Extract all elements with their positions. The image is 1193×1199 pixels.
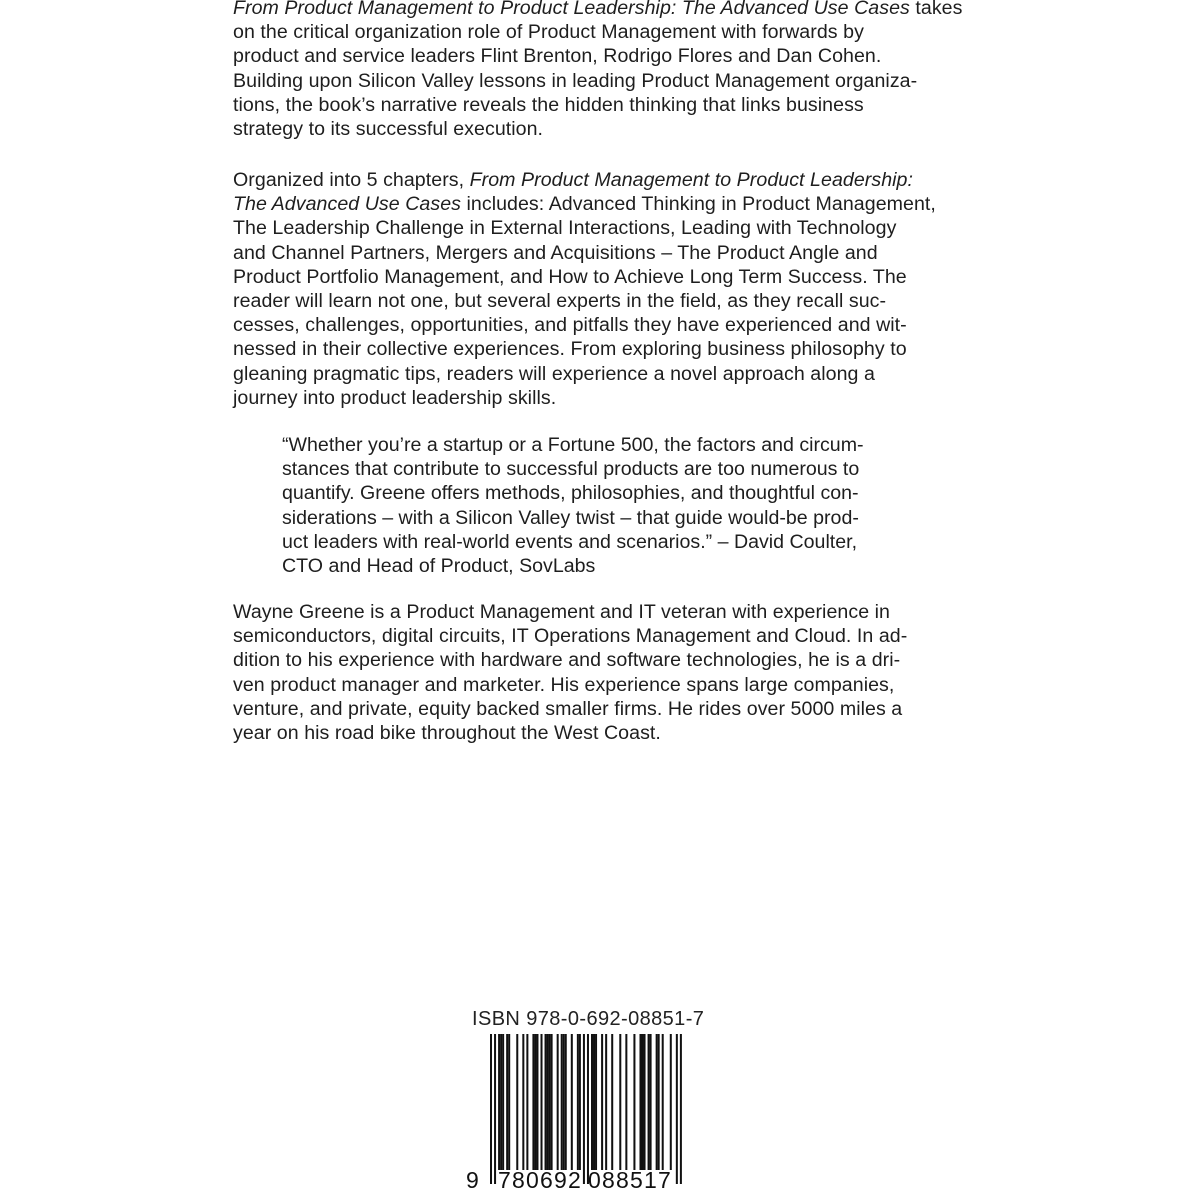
barcode-bar <box>579 1034 581 1170</box>
description-text: takes on the critical organization role of Product Management with forwards by product and service leaders Flint Brenton, Rodrigo Flores and Dan Cohen. Building upon Silicon Valley lessons in leading Product Management organiza- tions, the book’s narrative reveals the hidden thinking that links business strategy to its successful execution. <box>233 0 963 141</box>
barcode-bar <box>516 1034 518 1170</box>
barcode-digits <box>466 1167 672 1193</box>
barcode-guard-bar <box>583 1034 585 1184</box>
barcode-bars <box>490 1034 682 1184</box>
barcode-bar <box>656 1034 658 1170</box>
barcode-bar <box>591 1034 593 1170</box>
barcode-guard-bar <box>490 1034 492 1184</box>
barcode-bar <box>601 1034 603 1170</box>
isbn-barcode <box>460 1034 700 1194</box>
barcode-digit-first: 9 <box>466 1167 479 1193</box>
author-bio-text: Wayne Greene is a Product Management and IT veteran with experience in semiconductors, digital circuits, IT Operations Management and Cloud. In ad- dition to his experience with hardware and software technologies, he is a dri- ven product manager and marketer. His experience spans large companies, venture, and private, equity backed smaller firms. He rides over 5000 miles a year on his road bike throughout the West Coast. <box>233 601 908 745</box>
barcode-bar <box>526 1034 528 1170</box>
barcode-bar <box>650 1034 652 1170</box>
barcode-bar <box>561 1034 563 1170</box>
barcode-bar <box>642 1034 644 1170</box>
barcode-guard-bar <box>494 1034 496 1184</box>
barcode-guard-bar <box>676 1034 678 1184</box>
author-bio-paragraph <box>233 600 973 745</box>
barcode-bar <box>595 1034 597 1170</box>
barcode-bar <box>625 1034 627 1170</box>
endorsement-quote <box>282 433 942 578</box>
barcode-bar <box>532 1034 534 1170</box>
barcode-bar <box>502 1034 504 1170</box>
barcode-bar <box>547 1034 549 1170</box>
barcode-guard-bar <box>587 1034 589 1184</box>
barcode-bar <box>498 1034 500 1170</box>
chapters-paragraph <box>233 168 973 410</box>
barcode-bar <box>577 1034 579 1170</box>
barcode-bar <box>541 1034 543 1170</box>
barcode-bar <box>500 1034 502 1170</box>
barcode-bar <box>545 1034 547 1170</box>
barcode-bar <box>557 1034 559 1170</box>
barcode-bar <box>611 1034 613 1170</box>
book-description-paragraph <box>233 0 973 141</box>
barcode-bar <box>571 1034 573 1170</box>
barcode-bar <box>593 1034 595 1170</box>
barcode-bar <box>619 1034 621 1170</box>
barcode-digits-right: 088517 <box>588 1167 672 1193</box>
barcode-bar <box>551 1034 553 1170</box>
barcode-bar <box>648 1034 650 1170</box>
barcode-graphic <box>460 1034 700 1194</box>
barcode-bar <box>506 1034 508 1170</box>
book-title-italic: From Product Management to Product Leadership: The Advanced Use Cases <box>233 169 913 216</box>
barcode-bar <box>639 1034 641 1170</box>
barcode-bar <box>536 1034 538 1170</box>
isbn-label: ISBN 978-0-692-08851-7 <box>472 1008 705 1030</box>
barcode-bar <box>605 1034 607 1170</box>
quote-text: “Whether you’re a startup or a Fortune 500, the factors and circum- stances that contribute to successful products are too numerous to quantify. Greene offers methods, philosophies, and thoughtful con- siderations – with a Silicon Valley twist – that guide would-be prod- uct leaders with real-world events and scenarios.” – David Coulter, CTO and Head of Product, SovLabs <box>282 434 864 578</box>
book-title-italic: From Product Management to Product Leadership: The Advanced Use Cases <box>233 0 910 19</box>
barcode-bar <box>508 1034 510 1170</box>
chapters-lead-text: Organized into 5 chapters, <box>233 169 470 191</box>
barcode-bar <box>534 1034 536 1170</box>
barcode-bar <box>565 1034 567 1170</box>
barcode-bar <box>658 1034 660 1170</box>
barcode-bar <box>662 1034 664 1170</box>
barcode-bar <box>549 1034 551 1170</box>
barcode-bar <box>670 1034 672 1170</box>
barcode-bar <box>563 1034 565 1170</box>
chapters-text: includes: Advanced Thinking in Product Management, The Leadership Challenge in External Interactions, Leading with Technology and Channel Partners, Mergers and Acquisitions – The Product Angle and Product Portfolio Management, and How to Achieve Long Term Success. The reader will learn not one, but several experts in the field, as they recall suc- cesses, challenges, opportunities, and pitfalls they have experienced and wit- nessed in their collective experiences. From exploring business philosophy to gleaning pragmatic tips, readers will experience a novel approach along a journey into product leadership skills. <box>233 193 936 409</box>
barcode-bar <box>633 1034 635 1170</box>
barcode-bar <box>644 1034 646 1170</box>
barcode-guard-bar <box>680 1034 682 1184</box>
barcode-bar <box>522 1034 524 1170</box>
barcode-digits-left: 780692 <box>498 1167 582 1193</box>
